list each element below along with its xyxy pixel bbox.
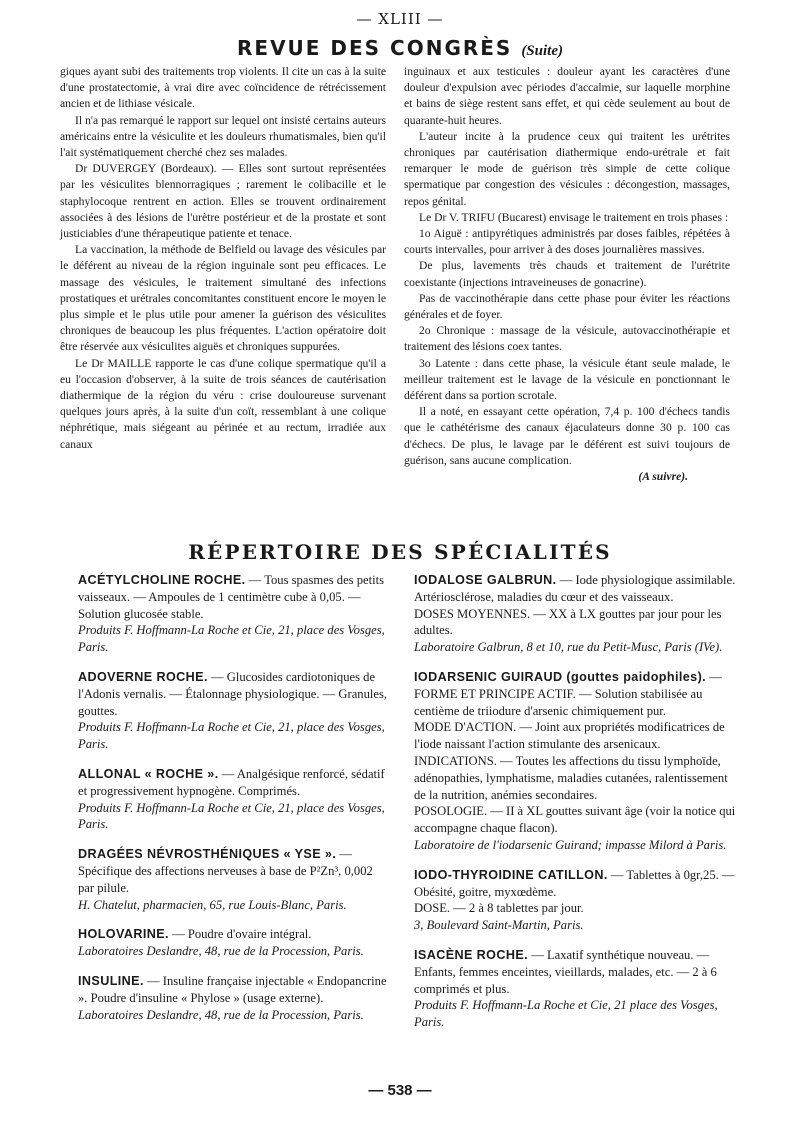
article-paragraph: L'auteur incite à la prudence ceux qui traitent les urétrites chroniques par cautérisation diathermique endo-urétrale et fait remarquer le mode de guérison très simple de cette colique spermatique par congestion des vésicules : décongestion, massages, repos génital. [404, 129, 730, 208]
article-paragraph: Le Dr V. TRIFU (Bucarest) envisage le traitement en trois phases : [419, 210, 729, 224]
specialite-producer: H. Chatelut, pharmacien, 65, rue Louis-Blanc, Paris. [78, 897, 347, 912]
article-paragraph: 1o Aiguë : antipyrétiques administrés par doses faibles, répétées à courts intervalles, pour arriver à des doses journalières massives. [404, 227, 730, 257]
specialite-producer: Laboratoires Deslandre, 48, rue de la Procession, Paris. [78, 944, 364, 959]
specialite-producer: Produits F. Hoffmann-La Roche et Cie, 21 place des Vosges, Paris. [414, 998, 718, 1030]
article-column-right [404, 64, 730, 485]
specialite-description: — Insuline française injectable « Endopancrine ». Poudre d'insuline « Phylose » (usage externe). [78, 973, 387, 1005]
specialite-producer: Laboratoire de l'iodarsenic Guirand; impasse Milord à Paris. [414, 837, 727, 852]
specialite-entry [60, 669, 390, 753]
specialite-detail: DOSES MOYENNES. — XX à LX gouttes par jour pour les adultes. [414, 606, 722, 638]
specialite-description: — Spécifique des affections nerveuses à base de P²Zn³, 0,002 par pilule. [78, 847, 373, 895]
section-title [0, 36, 800, 60]
article-paragraph: La vaccination, la méthode de Belfield ou lavage des vésicules par le déférent au niveau de la région inguinale sont peu efficaces. Le massage des vésicules, le traitement simultané des infections prostatiques et urétrales concomitantes constituent encore le moyen le plus simple et le plus utile pour amener la guérison des vésiculites chroniques de beaucoup les plus fréquentes. L'action opératoire doit être réservée aux vésiculites aiguës et chroniques suppurées. [60, 243, 386, 354]
specialite-entry [60, 973, 390, 1023]
article-paragraph: 3o Latente : dans cette phase, la vésicule étant seule malade, le meilleur traitement est le lavage de la vésicule en ponctionnant le déférent dans sa portion scrotale. [404, 356, 730, 403]
specialite-producer: Produits F. Hoffmann-La Roche et Cie, 21, place des Vosges, Paris. [78, 623, 385, 655]
specialite-description: — Tous spasmes des petits vaisseaux. — Ampoules de 1 centimètre cube à 0,05. — Solution glucosée stable. [78, 573, 384, 621]
specialite-producer: 3, Boulevard Saint-Martin, Paris. [414, 918, 584, 933]
specialite-description: — Glucosides cardiotoniques de l'Adonis vernalis. — Étalonnage physiologique. — Granules, gouttes. [78, 669, 388, 718]
specialite-detail: FORME ET PRINCIPE ACTIF. — Solution stabilisée au centième de triiodure d'arsenic chimiquement pur. [414, 686, 703, 718]
article-paragraph: Dr DUVERGEY (Bordeaux). — Elles sont surtout représentées par les vésiculites blennorragiques ; rarement le colibacille et le staphylocoque rentrent en action. Elles se trouvent ordinairement associées à des lésions de l'urètre postérieur et de la prostate et sont justiciables d'une thérapeutique patiente et tenace. [60, 162, 386, 241]
section-title-suite: (Suite) [521, 43, 563, 59]
specialite-producer: Produits F. Hoffmann-La Roche et Cie, 21, place des Vosges, Paris. [78, 800, 385, 832]
specialite-description: — Tablettes à 0gr,25. — Obésité, goitre, myxœdème. [414, 867, 735, 899]
specialite-name: IODALOSE GALBRUN. [414, 573, 557, 587]
specialite-description: — Analgésique renforcé, sédatif et progressivement hypnogène. Comprimés. [78, 766, 385, 798]
specialite-entry [60, 766, 390, 833]
article-paragraph: 2o Chronique : massage de la vésicule, autovaccinothérapie et traitement des lésions coex tantes. [404, 324, 730, 354]
specialite-description: — [706, 669, 722, 684]
specialite-producer: Laboratoires Deslandre, 48, rue de la Procession, Paris. [78, 1007, 364, 1022]
specialite-detail: INDICATIONS. — Toutes les affections du tissu lymphoïde, adénopathies, lymphatisme, maladies cutanées, ralentissement de la nutrition, anémies secondaires. [414, 753, 728, 802]
repertoire-column-right [396, 572, 736, 1044]
specialite-name: ALLONAL « ROCHE ». [78, 766, 219, 781]
folio-roman: — XLIII — [356, 10, 444, 28]
specialite-detail: POSOLOGIE. — II à XL gouttes suivant âge (voir la notice qui accompagne chaque flacon). [414, 804, 736, 836]
specialite-entry [396, 572, 736, 656]
specialite-name: INSULINE. [78, 973, 144, 988]
specialite-name: IODO-THYROIDINE CATILLON. [414, 867, 608, 882]
a-suivre-note: (A suivre). [638, 470, 688, 484]
specialite-description: — Iode physiologique assimilable. Artériosclérose, maladies du cœur et des vaisseaux. [414, 573, 736, 604]
specialite-producer: Produits F. Hoffmann-La Roche et Cie, 21, place des Vosges, Paris. [78, 720, 385, 752]
specialite-entry [60, 926, 390, 960]
specialite-detail: DOSE. — 2 à 8 tablettes par jour. [414, 901, 584, 916]
specialite-entry [60, 572, 390, 656]
article-paragraph: Le Dr MAILLE rapporte le cas d'une colique spermatique qu'il a eu l'occasion d'observer, à la suite de trois séances de cautérisation diathermique de la région du véru : crise douloureuse survenant quelques jours après, à la suite d'un coït, ressemblant à une colique néphrétique, mais siégeant au périnée et au rectum, irradiée aux canaux [60, 356, 386, 451]
section-title-text: REVUE DES CONGRÈS [237, 36, 513, 60]
article-paragraph: Il n'a pas remarqué le rapport sur lequel ont insisté certains auteurs américains entre la vésiculite et les douleurs rhumatismales, bien qu'il l'ait systématiquement cherché chez ses malades. [60, 113, 386, 160]
specialite-entry [396, 947, 736, 1031]
specialite-entry [396, 669, 736, 854]
article-paragraph: giques ayant subi des traitements trop violents. Il cite un cas à la suite d'une prostatectomie, à vrai dire avec coïncidence de rétrécissement ancien et de lithiase vésicale. [60, 65, 386, 111]
specialite-name: ACÉTYLCHOLINE ROCHE. [78, 573, 246, 587]
specialite-name: ADOVERNE ROCHE. [78, 669, 208, 684]
article-paragraph: Pas de vaccinothérapie dans cette phase pour éviter les réactions générales et de foyer. [404, 291, 730, 322]
specialite-description: — Laxatif synthétique nouveau. — Enfants, femmes enceintes, vieillards, malades, etc. — 2 à 6 comprimés et plus. [414, 947, 717, 996]
specialite-entry [60, 846, 390, 913]
specialite-description: — Poudre d'ovaire intégral. [168, 927, 312, 942]
repertoire-title: RÉPERTOIRE DES SPÉCIALITÉS [188, 540, 612, 564]
article-paragraph: inguinaux et aux testicules : douleur ayant les caractères d'une douleur d'expulsion avec périodes d'accalmie, sur laquelle morphine et bains de siège restent sans effet, et qui cède seulement au bout de quarante-huit heures. [404, 65, 730, 127]
specialite-detail: MODE D'ACTION. — Joint aux propriétés modificatrices de l'iode naissant l'action stimulante des arsenicaux. [414, 720, 725, 752]
specialite-name: HOLOVARINE. [78, 927, 169, 942]
specialite-entry [396, 867, 736, 934]
specialite-name: ISACÈNE ROCHE. [414, 947, 529, 962]
specialite-name: IODARSENIC GUIRAUD (gouttes paidophiles). [414, 669, 707, 684]
article-column-left [60, 64, 386, 453]
specialite-name: DRAGÉES NÉVROSTHÉNIQUES « YSE ». [78, 847, 337, 862]
article-paragraph: De plus, lavements très chauds et traitement de l'urétrite coexistante (injections intraveineuses de gonacrine). [404, 259, 730, 289]
repertoire-column-left [60, 572, 390, 1036]
article-paragraph: Il a noté, en essayant cette opération, 7,4 p. 100 d'échecs tandis que le cathétérisme des canaux éjaculateurs donne 30 p. 100 cas d'échecs. De plus, le lavage par le déférent est suivi toujours de guérison, sans aucune complication. [404, 405, 730, 467]
specialite-producer: Laboratoire Galbrun, 8 et 10, rue du Petit-Musc, Paris (IVe). [414, 640, 723, 655]
page-number: — 538 — [368, 1082, 432, 1099]
